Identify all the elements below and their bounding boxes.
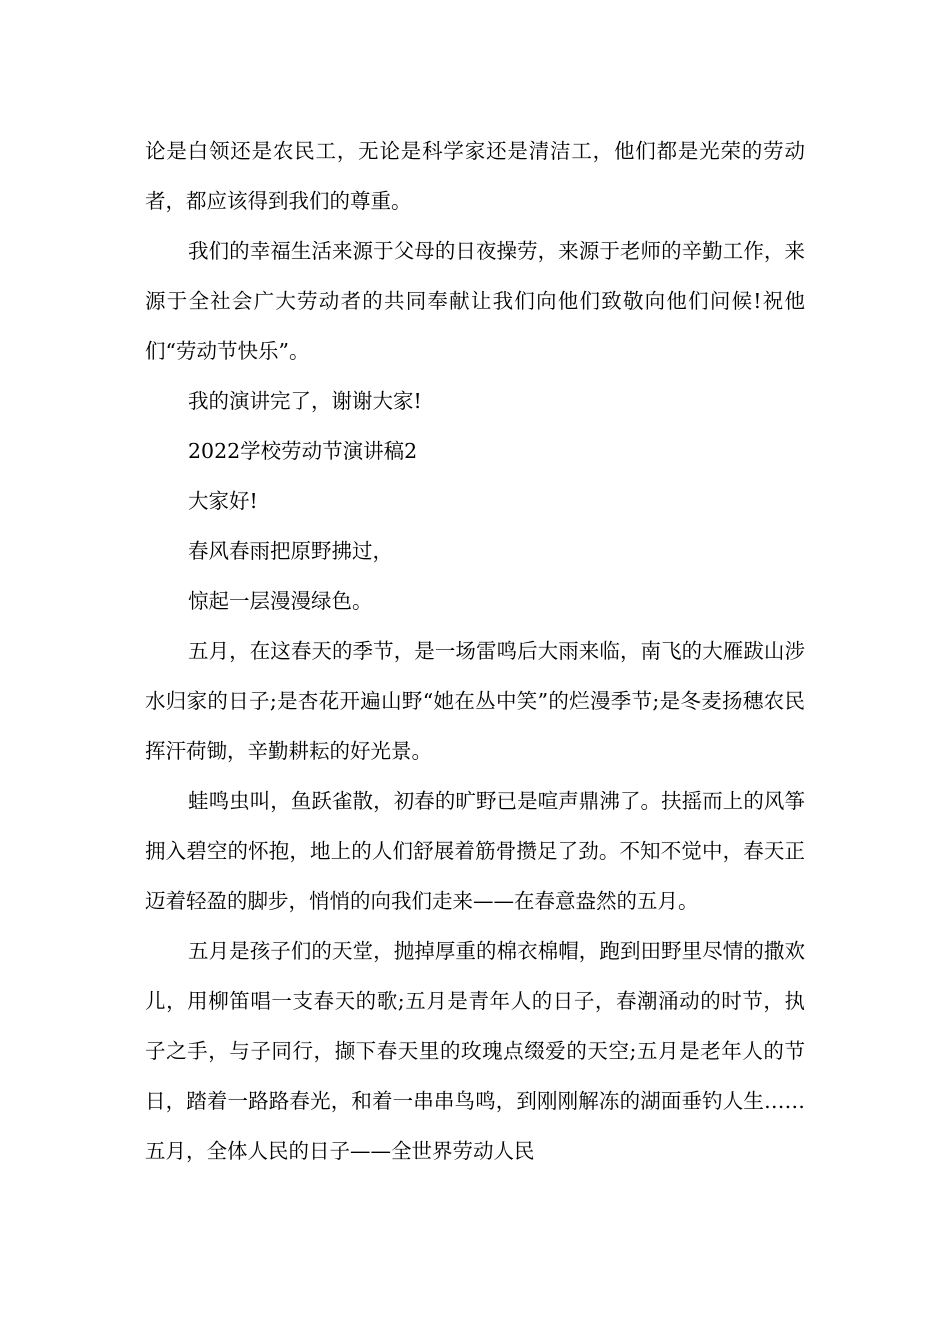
poem-line-2: 惊起一层漫漫绿色。 bbox=[188, 589, 373, 613]
poem-line-1: 春风春雨把原野拂过， bbox=[188, 539, 393, 563]
document-page bbox=[145, 126, 805, 1176]
paragraph-9: 蛙鸣虫叫，鱼跃雀散，初春的旷野已是喧声鼎沸了。扶摇而上的风筝拥入碧空的怀抱，地上的人们舒展着筋骨攒足了劲。不知不觉中，春天正迈着轻盈的脚步，悄悄的向我们走来——在春意盎然的五月。 bbox=[145, 789, 805, 913]
paragraph-2: 我们的幸福生活来源于父母的日夜操劳，来源于老师的辛勤工作，来源于全社会广大劳动者的共同奉献让我们向他们致敬向他们问候!祝他们“劳动节快乐”。 bbox=[145, 239, 805, 363]
paragraph-10: 五月是孩子们的天堂，抛掉厚重的棉衣棉帽，跑到田野里尽情的撒欢儿，用柳笛唱一支春天的歌;五月是青年人的日子，春潮涌动的时节，执子之手，与子同行，撷下春天里的玫瑰点缀爱的天空;五月是老年人的节日，踏着一路路春光，和着一串串鸟鸣，到刚刚解冻的湖面垂钓人生……五月，全体人民的日子——全世界劳动人民 bbox=[145, 939, 805, 1163]
section-heading: 2022学校劳动节演讲稿2 bbox=[188, 439, 418, 463]
paragraph-1: 论是白领还是农民工，无论是科学家还是清洁工，他们都是光荣的劳动者，都应该得到我们的尊重。 bbox=[145, 139, 805, 213]
paragraph-8: 五月，在这春天的季节，是一场雷鸣后大雨来临，南飞的大雁跋山涉水归家的日子;是杏花开遍山野“她在丛中笑”的烂漫季节;是冬麦扬穗农民挥汗荷锄，辛勤耕耘的好光景。 bbox=[145, 639, 805, 763]
greeting: 大家好! bbox=[188, 489, 258, 513]
paragraph-3: 我的演讲完了，谢谢大家! bbox=[188, 389, 422, 413]
